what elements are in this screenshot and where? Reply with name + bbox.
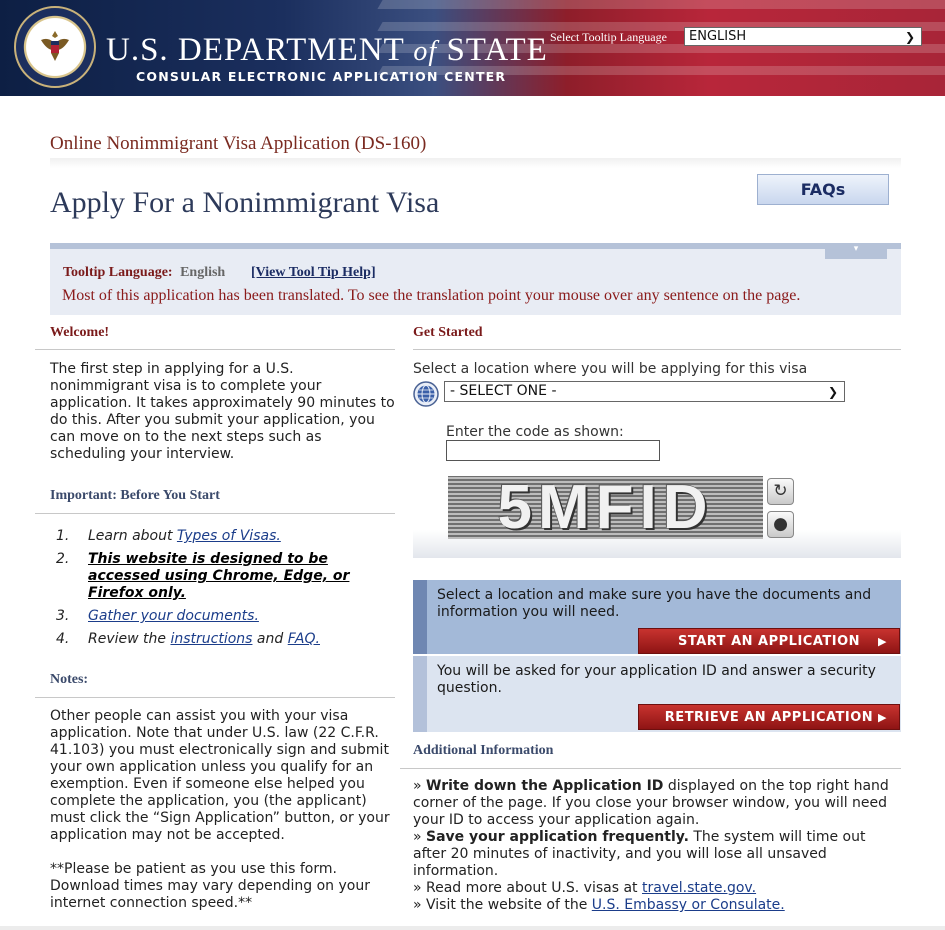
translation-message: Most of this application has been translated. To see the translation point your mouse over any sentence on the page. bbox=[62, 287, 801, 304]
list-item bbox=[56, 528, 386, 545]
audio-icon: ● bbox=[773, 514, 788, 534]
captcha-image bbox=[448, 476, 763, 539]
start-box-text: Select a location and make sure you have the documents and information you will need. bbox=[437, 587, 872, 620]
before-you-start-list bbox=[56, 528, 386, 654]
embassy-consulate-link[interactable]: U.S. Embassy or Consulate. bbox=[591, 897, 785, 913]
tooltip-language-status-value: English bbox=[180, 265, 226, 280]
captcha-label: Enter the code as shown: bbox=[446, 424, 624, 440]
department-title bbox=[106, 32, 548, 69]
gather-documents-link[interactable]: Gather your documents. bbox=[88, 608, 259, 624]
list-item-text: and bbox=[252, 631, 288, 647]
faq-button[interactable]: FAQs bbox=[757, 174, 889, 205]
retrieve-box-text: You will be asked for your application ID and answer a security question. bbox=[437, 663, 876, 696]
list-item-text: The system will time out after 20 minutes of inactivity, and you will lose all unsaved information. bbox=[413, 829, 866, 879]
additional-info-list bbox=[413, 778, 903, 914]
list-number: 4. bbox=[56, 631, 70, 647]
list-number: 3. bbox=[56, 608, 70, 624]
list-item: » Read more about U.S. visas at travel.state.gov. bbox=[413, 880, 757, 896]
list-item-text: Review the bbox=[88, 631, 171, 647]
divider bbox=[35, 349, 395, 350]
additional-info-heading: Additional Information bbox=[413, 743, 554, 758]
instructions-link[interactable]: instructions bbox=[170, 631, 253, 647]
list-item bbox=[56, 608, 386, 625]
divider bbox=[35, 513, 395, 514]
list-item bbox=[56, 551, 386, 602]
arrow-right-icon: ▶ bbox=[878, 635, 887, 648]
types-of-visas-link[interactable]: Types of Visas. bbox=[176, 528, 281, 544]
retrieve-application-button[interactable] bbox=[638, 704, 900, 730]
list-item-text: Learn about bbox=[88, 528, 177, 544]
list-item: » Save your application frequently. The system will time out after 20 minutes of inactivity, and you will lose all unsaved information. bbox=[413, 829, 866, 879]
browser-notice: This website is designed to be accessed using Chrome, Edge, or Firefox only. bbox=[88, 551, 350, 601]
tooltip-language-status-label: Tooltip Language: bbox=[63, 265, 173, 280]
translation-notice bbox=[50, 243, 901, 315]
list-item-text: Visit the website of the bbox=[426, 897, 592, 913]
dept-title-end: STATE bbox=[446, 32, 548, 68]
flag-stripe bbox=[377, 0, 945, 9]
notes-text: Other people can assist you with your visa application. Note that under U.S. law (22 C.F.R. 41.103) you must electronically sign and submit your own application unless you qualify for an exemption. Even if someone else helped you complete the application, you (the applicant) must click the “Sign Application” button, or your application may not be accepted. bbox=[50, 708, 390, 843]
retrieve-application-label: RETRIEVE AN APPLICATION bbox=[664, 710, 874, 725]
list-item bbox=[56, 631, 386, 648]
divider bbox=[413, 349, 901, 350]
list-item-strong: Save your application frequently. bbox=[426, 829, 689, 845]
list-item: » Write down the Application ID displayed on the top right hand corner of the page. If you close your browser window, you will need your ID to access your application again. bbox=[413, 778, 889, 828]
divider bbox=[400, 768, 901, 769]
faq-link[interactable]: FAQ. bbox=[287, 631, 320, 647]
tooltip-language-value: ENGLISH bbox=[689, 29, 747, 44]
refresh-captcha-button[interactable] bbox=[767, 478, 794, 505]
patience-note: **Please be patient as you use this form. Download times may vary depending on your internet connection speed.** bbox=[50, 861, 370, 911]
tooltip-language-status bbox=[63, 265, 225, 281]
audio-captcha-button[interactable] bbox=[767, 511, 794, 538]
list-item-text: displayed on the top right hand corner of the page. If you close your browser window, you will need your ID to access your application again. bbox=[413, 778, 889, 828]
department-seal-icon bbox=[14, 6, 96, 88]
welcome-heading: Welcome! bbox=[50, 325, 110, 340]
application-name: Online Nonimmigrant Visa Application (DS-160) bbox=[50, 133, 427, 154]
globe-icon bbox=[413, 381, 439, 407]
divider bbox=[35, 697, 395, 698]
tooltip-language-select[interactable] bbox=[684, 27, 922, 46]
welcome-text: The first step in applying for a U.S. nonimmigrant visa is to complete your application. It takes approximately 90 minutes to do this. After you submit your application, you can move on to the next steps such as scheduling your interview. bbox=[50, 361, 395, 462]
tooltip-language-label: Select Tooltip Language bbox=[550, 30, 667, 44]
list-item-text: Read more about U.S. visas at bbox=[426, 880, 642, 896]
captcha-input[interactable] bbox=[446, 440, 660, 461]
header-banner bbox=[0, 0, 945, 96]
arrow-right-icon: ▶ bbox=[878, 711, 887, 724]
get-started-heading: Get Started bbox=[413, 325, 483, 340]
page-title: Apply For a Nonimmigrant Visa bbox=[50, 186, 440, 219]
list-number: 2. bbox=[56, 551, 70, 567]
chevron-down-icon: ❯ bbox=[904, 30, 915, 44]
footer-divider bbox=[0, 926, 945, 930]
view-tooltip-help-link[interactable]: [View Tool Tip Help] bbox=[251, 265, 376, 280]
dept-title-main: U.S. DEPARTMENT bbox=[106, 32, 405, 68]
travel-state-gov-link[interactable]: travel.state.gov. bbox=[642, 880, 757, 896]
list-item-strong: Write down the Application ID bbox=[426, 778, 664, 794]
dept-title-of: of bbox=[413, 36, 438, 67]
start-application-label: START AN APPLICATION bbox=[677, 634, 861, 649]
collapse-tab[interactable]: ▾ bbox=[825, 243, 887, 259]
department-subtitle: CONSULAR ELECTRONIC APPLICATION CENTER bbox=[136, 69, 507, 84]
list-number: 1. bbox=[56, 528, 70, 544]
start-application-button[interactable] bbox=[638, 628, 900, 654]
eagle-icon bbox=[39, 28, 71, 64]
notes-heading: Notes: bbox=[50, 672, 89, 687]
captcha-code: 5MFID bbox=[497, 476, 714, 539]
location-selected-value: - SELECT ONE - bbox=[450, 383, 557, 399]
location-label: Select a location where you will be applying for this visa bbox=[413, 361, 808, 377]
chevron-down-icon: ❯ bbox=[827, 385, 838, 399]
list-item: » Visit the website of the U.S. Embassy or Consulate. bbox=[413, 897, 785, 913]
location-select[interactable] bbox=[444, 381, 845, 402]
refresh-icon: ↻ bbox=[773, 481, 788, 501]
important-heading: Important: Before You Start bbox=[50, 488, 220, 503]
